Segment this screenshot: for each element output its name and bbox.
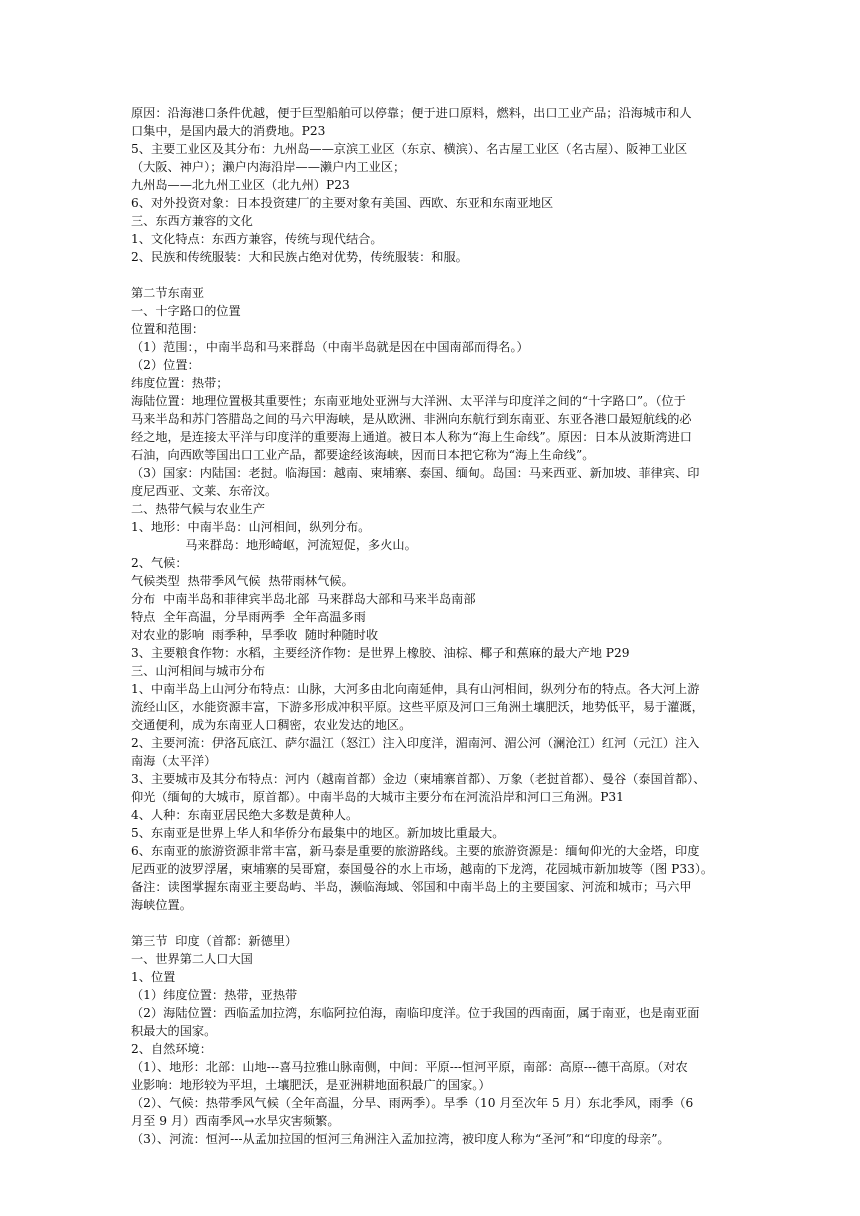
text-line: 分布 中南半岛和菲律宾半岛北部 马来群岛大部和马来半岛南部	[131, 592, 476, 606]
text-line: （1）范围：，中南半岛和马来群岛（中南半岛就是因在中国南部而得名。）	[131, 340, 529, 354]
text-line: 一、世界第二人口大国	[131, 952, 253, 966]
text-line: 积最大的国家。	[131, 1024, 217, 1038]
text-line: 6、对外投资对象：日本投资建厂的主要对象有美国、西欧、东亚和东南亚地区	[131, 196, 554, 210]
text-line: 1、地形：中南半岛：山河相间，纵列分布。	[131, 520, 371, 534]
text-line: （1）、地形：北部：山地---喜马拉雅山脉南侧，中间：平原---恒河平原，南部：高原---德干高原。（对农	[131, 1060, 688, 1074]
text-line: 马来群岛：地形崎岖，河流短促，多火山。	[131, 538, 417, 552]
text-line: 1、中南半岛上山河分布特点：山脉，大河多由北向南延伸，具有山河相间，纵列分布的特点。各大河上游	[131, 682, 700, 696]
text-line: 1、位置	[131, 970, 176, 984]
text-line: 2、自然环境：	[131, 1042, 212, 1056]
text-line: 4、人种：东南亚居民绝大多数是黄种人。	[131, 808, 359, 822]
text-line: 2、主要河流：伊洛瓦底江、萨尔温江（怒江）注入印度洋，湄南河、湄公河（澜沧江）红河（元江）注入	[131, 736, 700, 750]
text-line: （2）、气候：热带季风气候（全年高温，分旱、雨两季）。旱季（10 月至次年 5 月）东北季风，雨季（6	[131, 1096, 694, 1110]
text-line: （2）位置：	[131, 358, 200, 372]
text-line: 度尼西亚、文莱、东帝汶。	[131, 484, 278, 498]
text-line: 经之地，是连接太平洋与印度洋的重要海上通道。被日本人称为“海上生命线”。原因：日本从波斯湾进口	[131, 430, 692, 444]
text-line: 1、文化特点：东西方兼容，传统与现代结合。	[131, 232, 383, 246]
text-line: 5、主要工业区及其分布：九州岛——京滨工业区（东京、横滨）、名古屋工业区（名古屋）、阪神工业区	[131, 142, 688, 156]
text-line: 原因：沿海港口条件优越，便于巨型船舶可以停靠；便于进口原料，燃料，出口工业产品；沿海城市和人	[131, 106, 692, 120]
text-line: 特点 全年高温，分旱雨两季 全年高温多雨	[131, 610, 366, 624]
text-line: 马来半岛和苏门答腊岛之间的马六甲海峡，是从欧洲、非洲向东航行到东南亚、东亚各港口最短航线的必	[131, 412, 692, 426]
text-line: 2、气候：	[131, 556, 188, 570]
text-line: 三、山河相间与城市分布	[131, 664, 266, 678]
text-line: 流经山区，水能资源丰富，下游多形成冲积平原。这些平原及河口三角洲土壤肥沃，地势低平，易于灌溉，	[131, 700, 704, 714]
text-line: 备注：读图掌握东南亚主要岛屿、半岛，濒临海域、邻国和中南半岛上的主要国家、河流和城市；马六甲	[131, 880, 692, 894]
text-line: 3、主要城市及其分布特点：河内（越南首都）金边（柬埔寨首都）、万象（老挝首都）、曼谷（泰国首都）、	[131, 772, 706, 786]
text-line: 仰光（缅甸的大城市，原首都）。中南半岛的大城市主要分布在河流沿岸和河口三角洲。P31	[131, 790, 624, 804]
text-line: 九州岛——北九州工业区（北九州）P23	[131, 178, 350, 192]
text-line: 位置和范围：	[131, 322, 205, 336]
text-line: 口集中，是国内最大的消费地。P23	[131, 124, 326, 138]
text-line: （1）纬度位置：热带，亚热带	[131, 988, 298, 1002]
blank-line	[131, 266, 731, 284]
blank-line	[131, 914, 731, 932]
text-line: （2）海陆位置：西临孟加拉湾，东临阿拉伯海，南临印度洋。位于我国的西南面，属于南亚，也是南亚面	[131, 1006, 700, 1020]
text-line: 海峡位置。	[131, 898, 192, 912]
text-line: （3）国家：内陆国：老挝。临海国：越南、柬埔寨、泰国、缅甸。岛国：马来西亚、新加坡、菲律宾、印	[131, 466, 700, 480]
text-line: 气候类型 热带季风气候 热带雨林气候。	[131, 574, 354, 588]
text-line: 6、东南亚的旅游资源非常丰富，新马泰是重要的旅游路线。主要的旅游资源是：缅甸仰光的大金塔，印度	[131, 844, 700, 858]
text-line: 纬度位置：热带；	[131, 376, 229, 390]
text-line: 对农业的影响 雨季种，旱季收 随时种随时收	[131, 628, 379, 642]
document-page	[131, 104, 731, 1148]
text-line: （大阪、神户）；濑户内海沿岸——濑户内工业区；	[131, 160, 406, 174]
text-line: 一、十字路口的位置	[131, 304, 241, 318]
text-line: 二、热带气候与农业生产	[131, 502, 266, 516]
text-line: 海陆位置：地理位置极其重要性；东南亚地处亚洲与大洋洲、太平洋与印度洋之间的“十字路口”。（位于	[131, 394, 686, 408]
text-line: （3）、河流：恒河---从孟加拉国的恒河三角洲注入孟加拉湾，被印度人称为“圣河”和“印度的母亲”。	[131, 1132, 670, 1146]
text-line: 2、民族和传统服装：大和民族占绝对优势，传统服装：和服。	[131, 250, 468, 264]
text-line: 三、东西方兼容的文化	[131, 214, 253, 228]
text-line: 交通便利，成为东南亚人口稠密，农业发达的地区。	[131, 718, 412, 732]
text-line: 石油，向西欧等国出口工业产品，都要途经该海峡，因而日本把它称为“海上生命线”。	[131, 448, 595, 462]
text-line: 3、主要粮食作物：水稻，主要经济作物：是世界上橡胶、油棕、椰子和蕉麻的最大产地 P29	[131, 646, 630, 660]
text-line: 尼西亚的波罗浮屠，柬埔寨的吴哥窟，泰国曼谷的水上市场，越南的下龙湾，花园城市新加坡等（图 P33）。	[131, 862, 714, 876]
text-line: 5、东南亚是世界上华人和华侨分布最集中的地区。新加坡比重最大。	[131, 826, 505, 840]
text-line: 月至 9 月）西南季风→水旱灾害频繁。	[131, 1114, 340, 1128]
text-line: 第二节东南亚	[131, 286, 205, 300]
text-line: 南海（太平洋）	[131, 754, 217, 768]
text-line: 第三节 印度（首都：新德里）	[131, 934, 298, 948]
text-line: 业影响：地形较为平坦，土壤肥沃，是亚洲耕地面积最广的国家。）	[131, 1078, 491, 1092]
